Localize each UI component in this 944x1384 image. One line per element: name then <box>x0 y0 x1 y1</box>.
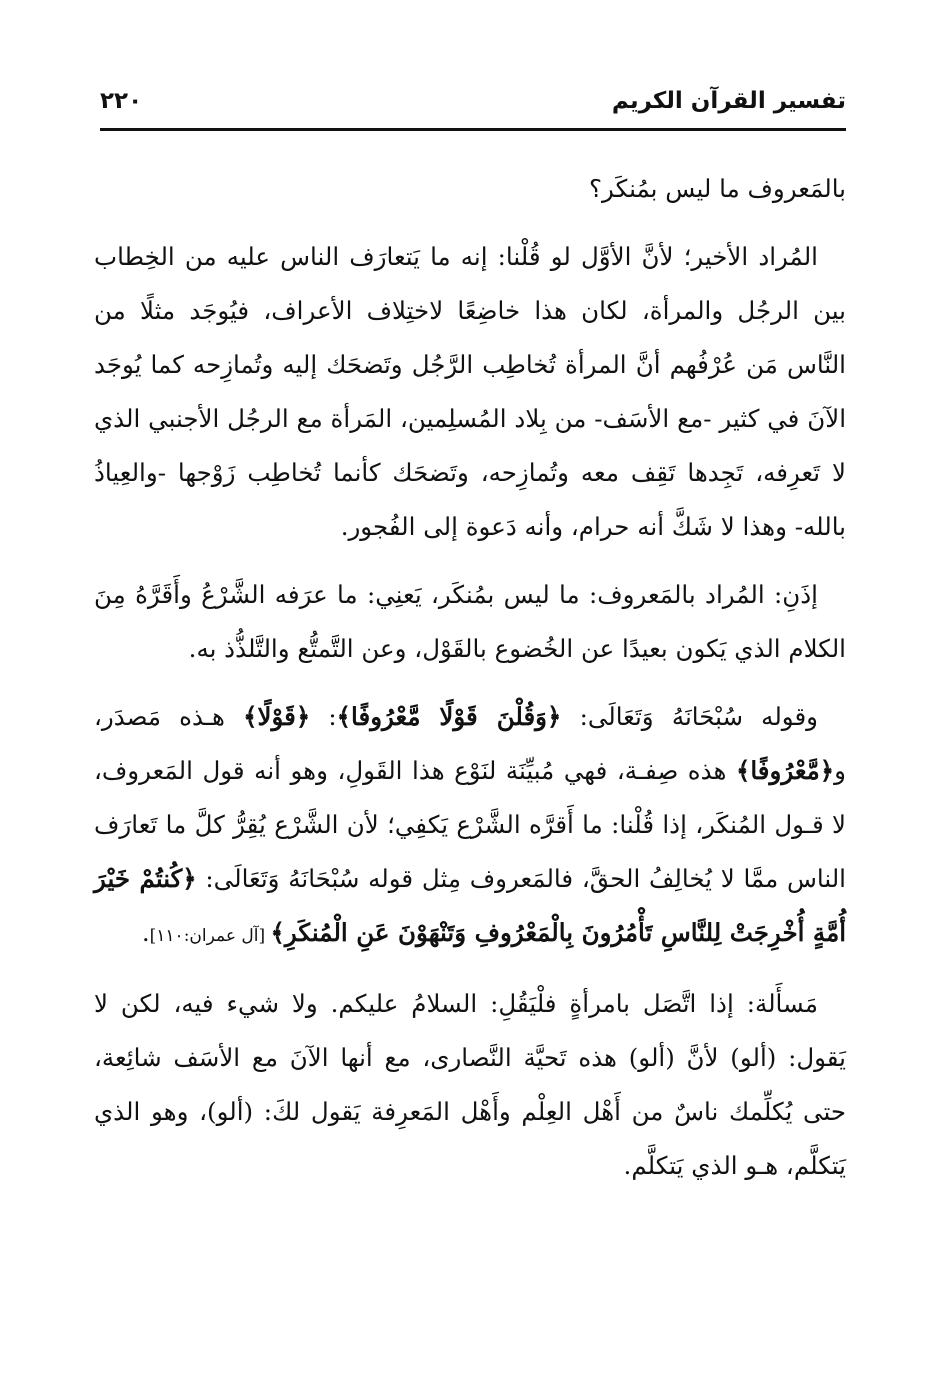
verse-reference: [آل عمران:١١٠] <box>149 926 271 946</box>
paragraph-4-sep: : <box>310 702 337 731</box>
page-header <box>100 84 846 131</box>
book-title: تفسير القرآن الكريم <box>611 88 846 114</box>
quran-verse-2: ﴿كُنتُمْ خَيْرَ أُمَّةٍ أُخْرِجَتْ لِلنَّاسِ تَأْمُرُونَ بِالْمَعْرُوفِ وَتَنْهَوْنَ عَنِ الْمُنكَرِ﴾ <box>94 864 846 947</box>
paragraph-1: بالمَعروف ما ليس بمُنكَر؟ <box>589 174 846 203</box>
paragraph-4-middle: هـذه مَصدَر، و <box>94 702 846 785</box>
quran-word-maroufan: ﴿مَّعْرُوفًا﴾ <box>735 756 835 785</box>
paragraph-4 <box>94 690 846 963</box>
quran-word-qawlan: ﴿قَوْلًا﴾ <box>243 702 311 731</box>
page-body <box>94 162 846 1207</box>
paragraph-5: مَسأَلة: إذا اتَّصَل بامرأةٍ فلْيَقُلِ: السلامُ عليكم. ولا شيء فيه، لكن لا يَقول: (ألو) لأنَّ (ألو) هذه تَحيَّة النَّصارى، مع أنها الآنَ مع الأسَف شائِعة، حتى يُكلِّمك ناسٌ من أَهْل العِلْم وأَهْل المَعرِفة يَقول لكَ: (ألو)، وهو الذي يَتكلَّم، هـو الذي يَتكلَّم. <box>94 989 846 1180</box>
page-number: ٢٢٠ <box>100 88 143 114</box>
quran-verse-1: ﴿وَقُلْنَ قَوْلًا مَّعْرُوفًا﴾ <box>336 702 562 731</box>
paragraph-2: المُراد الأخير؛ لأنَّ الأوَّل لو قُلْنا: إنه ما يَتعارَف الناس عليه من الخِطاب بين الرجُل والمرأة، لكان هذا خاضِعًا لاختِلاف الأعراف، فيُوجَد مثلًا من النَّاس مَن عُرْفُهم أنَّ المرأة تُخاطِب الرَّجُل وتَضحَك إليه وتُمازِحه كما يُوجَد الآنَ في كثير -مع الأسَف- من بِلاد المُسلِمين، المَرأة مع الرجُل الأجنبي الذي لا تَعرِفه، تَجِدها تَقِف معه وتُمازِحه، وتَضحَك كأنما تُخاطِب زَوْجها -والعِياذُ بالله- وهذا لا شَكَّ أنه حرام، وأنه دَعوة إلى الفُجور. <box>94 242 846 541</box>
paragraph-4-end: . <box>141 918 150 947</box>
paragraph-4-intro: وقوله سُبْحَانَهُ وَتَعَالَى: <box>561 702 818 731</box>
paragraph-4-body: هذه صِفـة، فهي مُبيِّنَة لنَوْع هذا القَولِ، وهو أنه قول المَعروف، لا قـول المُنكَر، إذا قُلْنا: ما أَقرَّه الشَّرْع يَكفِي؛ لأن الشَّرْع يُقِرُّ كلَّ ما تَعارَف الناس ممَّا لا يُخالِفُ الحقَّ، فالمَعروف مِثل قوله سُبْحَانَهُ وَتَعَالَى: <box>94 756 846 893</box>
paragraph-3: إذَنِ: المُراد بالمَعروف: ما ليس بمُنكَر، يَعنِي: ما عرَفه الشَّرْعُ وأَقَرَّهُ مِنَ الكلام الذي يَكون بعيدًا عن الخُضوع بالقَوْل، وعن التَّمتُّع والتَّلذُّذ به. <box>94 580 846 663</box>
